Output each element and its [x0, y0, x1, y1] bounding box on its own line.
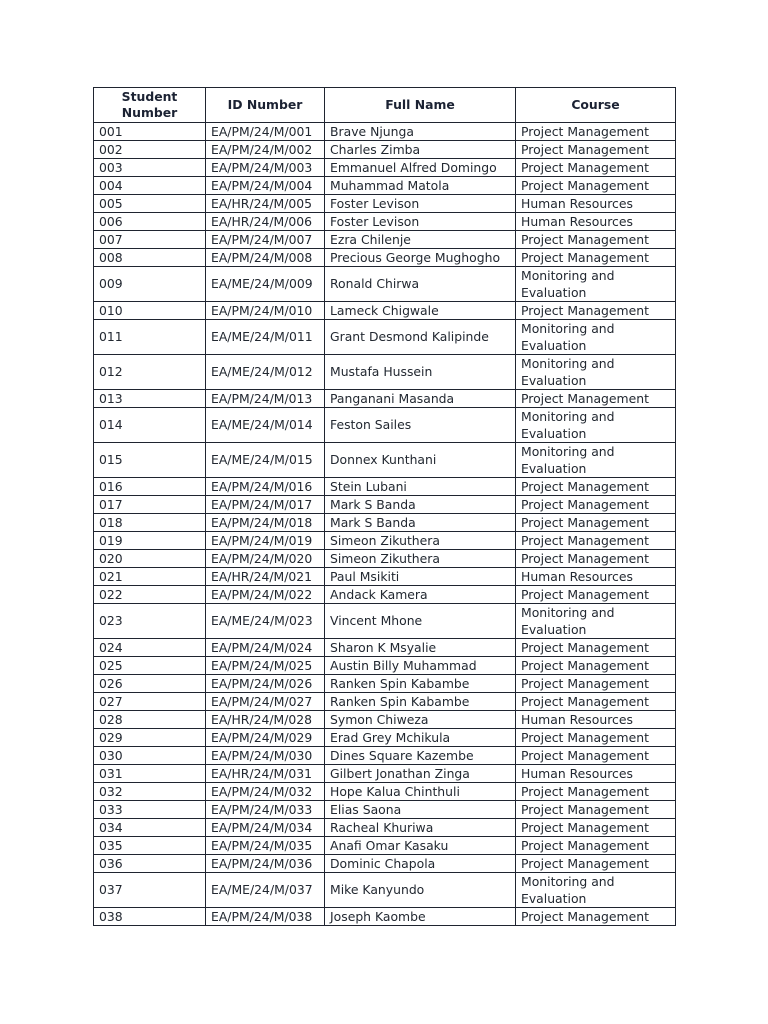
cell-course: Project Management: [516, 801, 676, 819]
table-row: [94, 837, 676, 855]
table-row: [94, 747, 676, 765]
cell-student-number: 009: [94, 267, 206, 302]
cell-id-number: EA/ME/24/M/009: [206, 267, 325, 302]
table-row: [94, 908, 676, 926]
cell-full-name: Ezra Chilenje: [325, 231, 516, 249]
cell-full-name: Sharon K Msyalie: [325, 639, 516, 657]
cell-id-number: EA/PM/24/M/033: [206, 801, 325, 819]
cell-full-name: Racheal Khuriwa: [325, 819, 516, 837]
table-row: [94, 693, 676, 711]
cell-student-number: 001: [94, 123, 206, 141]
cell-course: Project Management: [516, 550, 676, 568]
cell-full-name: Anafi Omar Kasaku: [325, 837, 516, 855]
cell-student-number: 028: [94, 711, 206, 729]
table-row: [94, 855, 676, 873]
cell-full-name: Mark S Banda: [325, 514, 516, 532]
table-row: [94, 302, 676, 320]
table-row: [94, 123, 676, 141]
cell-student-number: 030: [94, 747, 206, 765]
cell-course: Human Resources: [516, 195, 676, 213]
cell-id-number: EA/PM/24/M/017: [206, 496, 325, 514]
cell-id-number: EA/PM/24/M/022: [206, 586, 325, 604]
table-row: [94, 550, 676, 568]
table-row: [94, 711, 676, 729]
cell-full-name: Feston Sailes: [325, 408, 516, 443]
student-table: [93, 87, 676, 926]
cell-course: Project Management: [516, 478, 676, 496]
cell-id-number: EA/PM/24/M/029: [206, 729, 325, 747]
table-row: [94, 443, 676, 478]
table-row: [94, 783, 676, 801]
cell-full-name: Paul Msikiti: [325, 568, 516, 586]
cell-full-name: Grant Desmond Kalipinde: [325, 320, 516, 355]
cell-id-number: EA/PM/24/M/018: [206, 514, 325, 532]
cell-id-number: EA/HR/24/M/005: [206, 195, 325, 213]
cell-course: Project Management: [516, 159, 676, 177]
cell-full-name: Foster Levison: [325, 213, 516, 231]
cell-id-number: EA/PM/24/M/010: [206, 302, 325, 320]
cell-id-number: EA/PM/24/M/019: [206, 532, 325, 550]
cell-student-number: 005: [94, 195, 206, 213]
cell-student-number: 032: [94, 783, 206, 801]
cell-full-name: Andack Kamera: [325, 586, 516, 604]
cell-id-number: EA/PM/24/M/036: [206, 855, 325, 873]
cell-id-number: EA/PM/24/M/035: [206, 837, 325, 855]
cell-course: Monitoring and Evaluation: [516, 320, 676, 355]
cell-id-number: EA/ME/24/M/011: [206, 320, 325, 355]
table-row: [94, 213, 676, 231]
cell-course: Project Management: [516, 532, 676, 550]
table-body: [94, 123, 676, 926]
cell-course: Monitoring and Evaluation: [516, 443, 676, 478]
cell-course: Project Management: [516, 141, 676, 159]
cell-full-name: Ranken Spin Kabambe: [325, 675, 516, 693]
cell-student-number: 008: [94, 249, 206, 267]
cell-full-name: Emmanuel Alfred Domingo: [325, 159, 516, 177]
cell-full-name: Symon Chiweza: [325, 711, 516, 729]
table-row: [94, 249, 676, 267]
cell-course: Project Management: [516, 639, 676, 657]
cell-course: Monitoring and Evaluation: [516, 267, 676, 302]
table-row: [94, 532, 676, 550]
cell-student-number: 003: [94, 159, 206, 177]
cell-student-number: 012: [94, 355, 206, 390]
table-row: [94, 177, 676, 195]
cell-id-number: EA/PM/24/M/026: [206, 675, 325, 693]
cell-id-number: EA/PM/24/M/020: [206, 550, 325, 568]
cell-student-number: 029: [94, 729, 206, 747]
table-row: [94, 729, 676, 747]
cell-full-name: Lameck Chigwale: [325, 302, 516, 320]
cell-full-name: Donnex Kunthani: [325, 443, 516, 478]
cell-full-name: Simeon Zikuthera: [325, 532, 516, 550]
cell-student-number: 007: [94, 231, 206, 249]
cell-student-number: 036: [94, 855, 206, 873]
cell-course: Project Management: [516, 693, 676, 711]
cell-course: Project Management: [516, 837, 676, 855]
cell-course: Project Management: [516, 231, 676, 249]
header-student-number: Student Number: [94, 88, 206, 123]
cell-id-number: EA/ME/24/M/015: [206, 443, 325, 478]
cell-student-number: 027: [94, 693, 206, 711]
table-row: [94, 657, 676, 675]
cell-student-number: 016: [94, 478, 206, 496]
cell-student-number: 033: [94, 801, 206, 819]
cell-id-number: EA/PM/24/M/004: [206, 177, 325, 195]
cell-id-number: EA/PM/24/M/027: [206, 693, 325, 711]
cell-id-number: EA/PM/24/M/002: [206, 141, 325, 159]
cell-student-number: 004: [94, 177, 206, 195]
cell-student-number: 013: [94, 390, 206, 408]
cell-id-number: EA/HR/24/M/006: [206, 213, 325, 231]
table-row: [94, 231, 676, 249]
table-row: [94, 159, 676, 177]
table-row: [94, 568, 676, 586]
header-course: Course: [516, 88, 676, 123]
cell-full-name: Ranken Spin Kabambe: [325, 693, 516, 711]
cell-student-number: 015: [94, 443, 206, 478]
cell-course: Project Management: [516, 249, 676, 267]
cell-course: Human Resources: [516, 711, 676, 729]
cell-student-number: 035: [94, 837, 206, 855]
header-id-number: ID Number: [206, 88, 325, 123]
cell-id-number: EA/PM/24/M/030: [206, 747, 325, 765]
cell-student-number: 019: [94, 532, 206, 550]
cell-course: Project Management: [516, 586, 676, 604]
cell-student-number: 021: [94, 568, 206, 586]
cell-id-number: EA/HR/24/M/021: [206, 568, 325, 586]
table-row: [94, 390, 676, 408]
table-header: [94, 88, 676, 123]
table-row: [94, 478, 676, 496]
table-row: [94, 604, 676, 639]
cell-id-number: EA/PM/24/M/016: [206, 478, 325, 496]
cell-course: Project Management: [516, 657, 676, 675]
cell-course: Project Management: [516, 819, 676, 837]
cell-full-name: Simeon Zikuthera: [325, 550, 516, 568]
cell-student-number: 023: [94, 604, 206, 639]
cell-student-number: 025: [94, 657, 206, 675]
cell-id-number: EA/PM/24/M/008: [206, 249, 325, 267]
cell-student-number: 024: [94, 639, 206, 657]
cell-course: Project Management: [516, 747, 676, 765]
cell-id-number: EA/HR/24/M/031: [206, 765, 325, 783]
cell-course: Human Resources: [516, 213, 676, 231]
table-row: [94, 765, 676, 783]
table-row: [94, 514, 676, 532]
cell-id-number: EA/PM/24/M/007: [206, 231, 325, 249]
cell-full-name: Dines Square Kazembe: [325, 747, 516, 765]
cell-full-name: Foster Levison: [325, 195, 516, 213]
cell-student-number: 034: [94, 819, 206, 837]
table-row: [94, 801, 676, 819]
cell-full-name: Precious George Mughogho: [325, 249, 516, 267]
cell-course: Project Management: [516, 177, 676, 195]
table-row: [94, 320, 676, 355]
cell-id-number: EA/PM/24/M/038: [206, 908, 325, 926]
header-full-name: Full Name: [325, 88, 516, 123]
cell-student-number: 010: [94, 302, 206, 320]
cell-id-number: EA/PM/24/M/034: [206, 819, 325, 837]
cell-student-number: 038: [94, 908, 206, 926]
cell-full-name: Brave Njunga: [325, 123, 516, 141]
table-row: [94, 195, 676, 213]
cell-student-number: 011: [94, 320, 206, 355]
table-row: [94, 675, 676, 693]
table-row: [94, 496, 676, 514]
cell-id-number: EA/PM/24/M/032: [206, 783, 325, 801]
cell-id-number: EA/ME/24/M/023: [206, 604, 325, 639]
table-row: [94, 873, 676, 908]
cell-id-number: EA/PM/24/M/013: [206, 390, 325, 408]
cell-full-name: Gilbert Jonathan Zinga: [325, 765, 516, 783]
cell-full-name: Hope Kalua Chinthuli: [325, 783, 516, 801]
cell-id-number: EA/PM/24/M/025: [206, 657, 325, 675]
cell-id-number: EA/PM/24/M/003: [206, 159, 325, 177]
cell-course: Monitoring and Evaluation: [516, 604, 676, 639]
cell-full-name: Erad Grey Mchikula: [325, 729, 516, 747]
cell-full-name: Stein Lubani: [325, 478, 516, 496]
cell-full-name: Mark S Banda: [325, 496, 516, 514]
table-row: [94, 141, 676, 159]
cell-student-number: 037: [94, 873, 206, 908]
cell-full-name: Panganani Masanda: [325, 390, 516, 408]
table-row: [94, 408, 676, 443]
cell-full-name: Elias Saona: [325, 801, 516, 819]
cell-course: Project Management: [516, 123, 676, 141]
cell-full-name: Charles Zimba: [325, 141, 516, 159]
cell-full-name: Mike Kanyundo: [325, 873, 516, 908]
cell-id-number: EA/ME/24/M/037: [206, 873, 325, 908]
cell-course: Human Resources: [516, 568, 676, 586]
cell-course: Project Management: [516, 390, 676, 408]
table-row: [94, 267, 676, 302]
cell-student-number: 020: [94, 550, 206, 568]
cell-id-number: EA/PM/24/M/001: [206, 123, 325, 141]
cell-student-number: 017: [94, 496, 206, 514]
cell-full-name: Vincent Mhone: [325, 604, 516, 639]
cell-course: Monitoring and Evaluation: [516, 408, 676, 443]
cell-student-number: 018: [94, 514, 206, 532]
cell-full-name: Mustafa Hussein: [325, 355, 516, 390]
cell-id-number: EA/PM/24/M/024: [206, 639, 325, 657]
cell-id-number: EA/HR/24/M/028: [206, 711, 325, 729]
cell-course: Project Management: [516, 783, 676, 801]
cell-full-name: Ronald Chirwa: [325, 267, 516, 302]
cell-student-number: 026: [94, 675, 206, 693]
cell-id-number: EA/ME/24/M/012: [206, 355, 325, 390]
cell-course: Project Management: [516, 908, 676, 926]
cell-course: Project Management: [516, 302, 676, 320]
cell-course: Project Management: [516, 729, 676, 747]
cell-full-name: Joseph Kaombe: [325, 908, 516, 926]
table-row: [94, 586, 676, 604]
cell-student-number: 022: [94, 586, 206, 604]
cell-student-number: 006: [94, 213, 206, 231]
cell-course: Project Management: [516, 496, 676, 514]
cell-course: Human Resources: [516, 765, 676, 783]
cell-course: Monitoring and Evaluation: [516, 355, 676, 390]
header-row: [94, 88, 676, 123]
cell-course: Project Management: [516, 675, 676, 693]
cell-student-number: 031: [94, 765, 206, 783]
table-row: [94, 355, 676, 390]
cell-full-name: Muhammad Matola: [325, 177, 516, 195]
cell-course: Project Management: [516, 514, 676, 532]
cell-course: Monitoring and Evaluation: [516, 873, 676, 908]
cell-full-name: Dominic Chapola: [325, 855, 516, 873]
cell-course: Project Management: [516, 855, 676, 873]
table-row: [94, 819, 676, 837]
cell-student-number: 002: [94, 141, 206, 159]
cell-student-number: 014: [94, 408, 206, 443]
table-row: [94, 639, 676, 657]
cell-id-number: EA/ME/24/M/014: [206, 408, 325, 443]
cell-full-name: Austin Billy Muhammad: [325, 657, 516, 675]
